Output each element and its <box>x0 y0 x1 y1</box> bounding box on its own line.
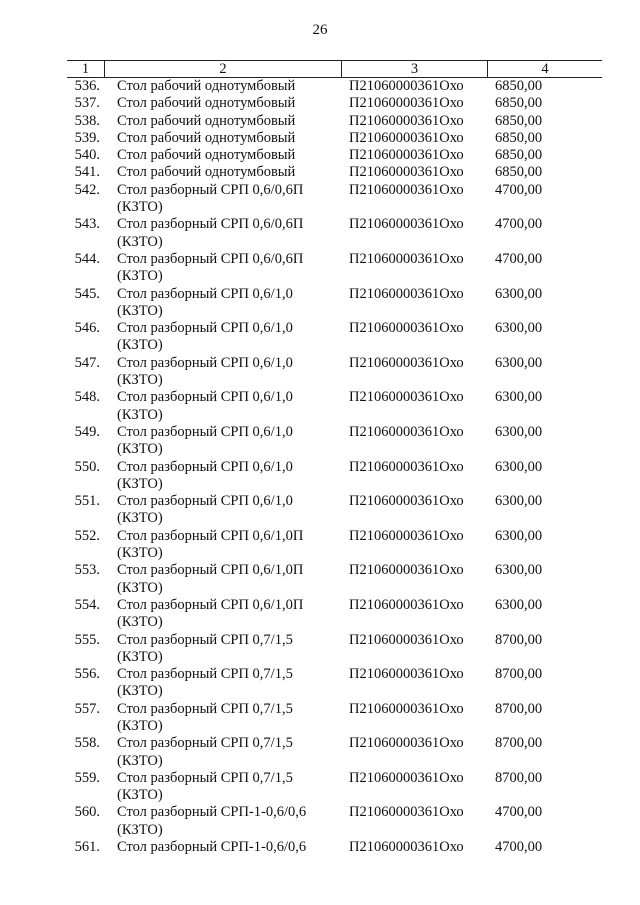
item-price: 6850,00 <box>495 112 543 129</box>
table-row <box>67 355 602 390</box>
item-price: 4700,00 <box>495 839 543 856</box>
item-code: П21060000361Охо <box>349 181 464 198</box>
item-name-continuation: (КЗТО) <box>117 233 163 250</box>
row-number: 554. <box>74 596 100 613</box>
item-code: П21060000361Охо <box>349 320 464 337</box>
item-name: Стол разборный СРП 0,7/1,5 <box>117 666 293 683</box>
row-number: 547. <box>74 354 100 371</box>
table-row <box>67 182 602 217</box>
item-name-continuation: (КЗТО) <box>117 475 163 492</box>
item-code: П21060000361Охо <box>349 129 464 146</box>
item-price: 6300,00 <box>495 423 543 440</box>
item-price: 6300,00 <box>495 527 543 544</box>
table-row <box>67 804 602 839</box>
item-price: 6300,00 <box>495 285 543 302</box>
item-name-continuation: (КЗТО) <box>117 614 163 631</box>
row-number: 549. <box>74 423 100 440</box>
item-name: Стол разборный СРП 0,7/1,5 <box>117 700 293 717</box>
item-name-continuation: (КЗТО) <box>117 821 163 838</box>
table-body <box>67 78 602 856</box>
item-name-continuation: (КЗТО) <box>117 787 163 804</box>
item-name-continuation: (КЗТО) <box>117 302 163 319</box>
item-name-continuation: (КЗТО) <box>117 648 163 665</box>
table-row <box>67 130 602 147</box>
table-row <box>67 770 602 805</box>
item-name: Стол рабочий однотумбовый <box>117 95 296 112</box>
item-price: 4700,00 <box>495 250 543 267</box>
item-code: П21060000361Охо <box>349 769 464 786</box>
table-row <box>67 666 602 701</box>
item-code: П21060000361Охо <box>349 250 464 267</box>
row-number: 541. <box>74 164 100 181</box>
item-price: 8700,00 <box>495 666 543 683</box>
item-name: Стол разборный СРП 0,6/0,6П <box>117 216 304 233</box>
table-row <box>67 78 602 95</box>
row-number: 545. <box>74 285 100 302</box>
table-row <box>67 389 602 424</box>
table-row <box>67 528 602 563</box>
row-number: 546. <box>74 320 100 337</box>
item-name-continuation: (КЗТО) <box>117 372 163 389</box>
item-name: Стол разборный СРП 0,6/0,6П <box>117 181 304 198</box>
item-code: П21060000361Охо <box>349 164 464 181</box>
item-price: 6850,00 <box>495 78 543 94</box>
item-name-continuation: (КЗТО) <box>117 545 163 562</box>
header-col-2: 2 <box>219 61 227 77</box>
row-number: 558. <box>74 735 100 752</box>
item-price: 6300,00 <box>495 562 543 579</box>
row-number: 537. <box>74 95 100 112</box>
item-name: Стол разборный СРП 0,6/1,0П <box>117 562 304 579</box>
row-number: 551. <box>74 493 100 510</box>
item-name: Стол рабочий однотумбовый <box>117 129 296 146</box>
item-code: П21060000361Охо <box>349 804 464 821</box>
item-price: 8700,00 <box>495 631 543 648</box>
table-row <box>67 113 602 130</box>
table-row <box>67 562 602 597</box>
item-price: 6300,00 <box>495 458 543 475</box>
item-name: Стол разборный СРП 0,7/1,5 <box>117 631 293 648</box>
header-col-3: 3 <box>410 61 419 77</box>
item-price: 6300,00 <box>495 389 543 406</box>
item-price: 8700,00 <box>495 735 543 752</box>
item-code: П21060000361Охо <box>349 423 464 440</box>
item-code: П21060000361Охо <box>349 95 464 112</box>
row-number: 553. <box>74 562 100 579</box>
item-code: П21060000361Охо <box>349 389 464 406</box>
item-name: Стол разборный СРП-1-0,6/0,6 <box>117 839 307 856</box>
item-code: П21060000361Охо <box>349 354 464 371</box>
item-price: 8700,00 <box>495 769 543 786</box>
item-name-continuation: (КЗТО) <box>117 441 163 458</box>
row-number: 538. <box>74 112 100 129</box>
row-number: 544. <box>74 250 100 267</box>
item-name-continuation: (КЗТО) <box>117 683 163 700</box>
table-row <box>67 459 602 494</box>
item-name: Стол разборный СРП 0,6/1,0 <box>117 320 293 337</box>
item-name: Стол разборный СРП 0,6/1,0 <box>117 354 293 371</box>
item-name-continuation: (КЗТО) <box>117 752 163 769</box>
row-number: 557. <box>74 700 100 717</box>
item-price: 6850,00 <box>495 147 543 164</box>
table-row <box>67 286 602 321</box>
item-name: Стол разборный СРП 0,6/1,0П <box>117 527 304 544</box>
table-row <box>67 424 602 459</box>
item-price: 8700,00 <box>495 700 543 717</box>
row-number: 555. <box>74 631 100 648</box>
item-price: 4700,00 <box>495 804 543 821</box>
item-code: П21060000361Охо <box>349 700 464 717</box>
item-name: Стол разборный СРП-1-0,6/0,6 <box>117 804 307 821</box>
header-col-4: 4 <box>541 61 549 77</box>
item-code: П21060000361Охо <box>349 216 464 233</box>
table-row <box>67 735 602 770</box>
row-number: 559. <box>74 769 100 786</box>
table-row <box>67 95 602 112</box>
item-price: 6300,00 <box>495 320 543 337</box>
row-number: 556. <box>74 666 100 683</box>
item-price: 4700,00 <box>495 216 543 233</box>
table-row <box>67 216 602 251</box>
item-code: П21060000361Охо <box>349 562 464 579</box>
item-name-continuation: (КЗТО) <box>117 579 163 596</box>
item-name: Стол разборный СРП 0,6/0,6П <box>117 250 304 267</box>
item-price: 4700,00 <box>495 181 543 198</box>
item-price: 6850,00 <box>495 95 543 112</box>
item-name: Стол рабочий однотумбовый <box>117 78 296 94</box>
item-name: Стол рабочий однотумбовый <box>117 147 296 164</box>
item-name: Стол разборный СРП 0,7/1,5 <box>117 735 293 752</box>
row-number: 540. <box>74 147 100 164</box>
row-number: 550. <box>74 458 100 475</box>
table-row <box>67 493 602 528</box>
item-name: Стол разборный СРП 0,6/1,0П <box>117 596 304 613</box>
item-name: Стол разборный СРП 0,6/1,0 <box>117 423 293 440</box>
item-name: Стол разборный СРП 0,6/1,0 <box>117 493 293 510</box>
row-number: 560. <box>74 804 100 821</box>
item-name-continuation: (КЗТО) <box>117 717 163 734</box>
item-code: П21060000361Охо <box>349 112 464 129</box>
item-name: Стол разборный СРП 0,7/1,5 <box>117 769 293 786</box>
item-code: П21060000361Охо <box>349 147 464 164</box>
item-code: П21060000361Охо <box>349 527 464 544</box>
row-number: 542. <box>74 181 100 198</box>
table-row <box>67 597 602 632</box>
table-header <box>67 60 602 78</box>
table-row <box>67 251 602 286</box>
table-row <box>67 320 602 355</box>
item-code: П21060000361Охо <box>349 631 464 648</box>
row-number: 552. <box>74 527 100 544</box>
item-name: Стол рабочий однотумбовый <box>117 112 296 129</box>
item-name: Стол разборный СРП 0,6/1,0 <box>117 458 293 475</box>
item-price: 6300,00 <box>495 354 543 371</box>
item-price: 6300,00 <box>495 596 543 613</box>
item-code: П21060000361Охо <box>349 493 464 510</box>
item-name: Стол разборный СРП 0,6/1,0 <box>117 389 293 406</box>
item-code: П21060000361Охо <box>349 596 464 613</box>
item-name-continuation: (КЗТО) <box>117 406 163 423</box>
item-name-continuation: (КЗТО) <box>117 337 163 354</box>
item-name: Стол рабочий однотумбовый <box>117 164 296 181</box>
header-col-1: 1 <box>81 61 90 77</box>
item-code: П21060000361Охо <box>349 839 464 856</box>
table-row <box>67 701 602 736</box>
item-name-continuation: (КЗТО) <box>117 268 163 285</box>
table-row <box>67 164 602 181</box>
item-price: 6850,00 <box>495 164 543 181</box>
item-name: Стол разборный СРП 0,6/1,0 <box>117 285 293 302</box>
item-name-continuation: (КЗТО) <box>117 510 163 527</box>
item-code: П21060000361Охо <box>349 735 464 752</box>
item-name-continuation: (КЗТО) <box>117 199 163 216</box>
item-code: П21060000361Охо <box>349 458 464 475</box>
table-row <box>67 147 602 164</box>
page-number: 26 <box>312 22 328 38</box>
row-number: 548. <box>74 389 100 406</box>
price-table <box>67 60 602 856</box>
row-number: 543. <box>74 216 100 233</box>
item-price: 6300,00 <box>495 493 543 510</box>
item-code: П21060000361Охо <box>349 78 464 94</box>
item-price: 6850,00 <box>495 129 543 146</box>
item-code: П21060000361Охо <box>349 285 464 302</box>
row-number: 561. <box>74 839 100 856</box>
table-row <box>67 839 602 856</box>
row-number: 539. <box>74 129 100 146</box>
table-row <box>67 632 602 667</box>
item-code: П21060000361Охо <box>349 666 464 683</box>
row-number: 536. <box>74 78 100 94</box>
